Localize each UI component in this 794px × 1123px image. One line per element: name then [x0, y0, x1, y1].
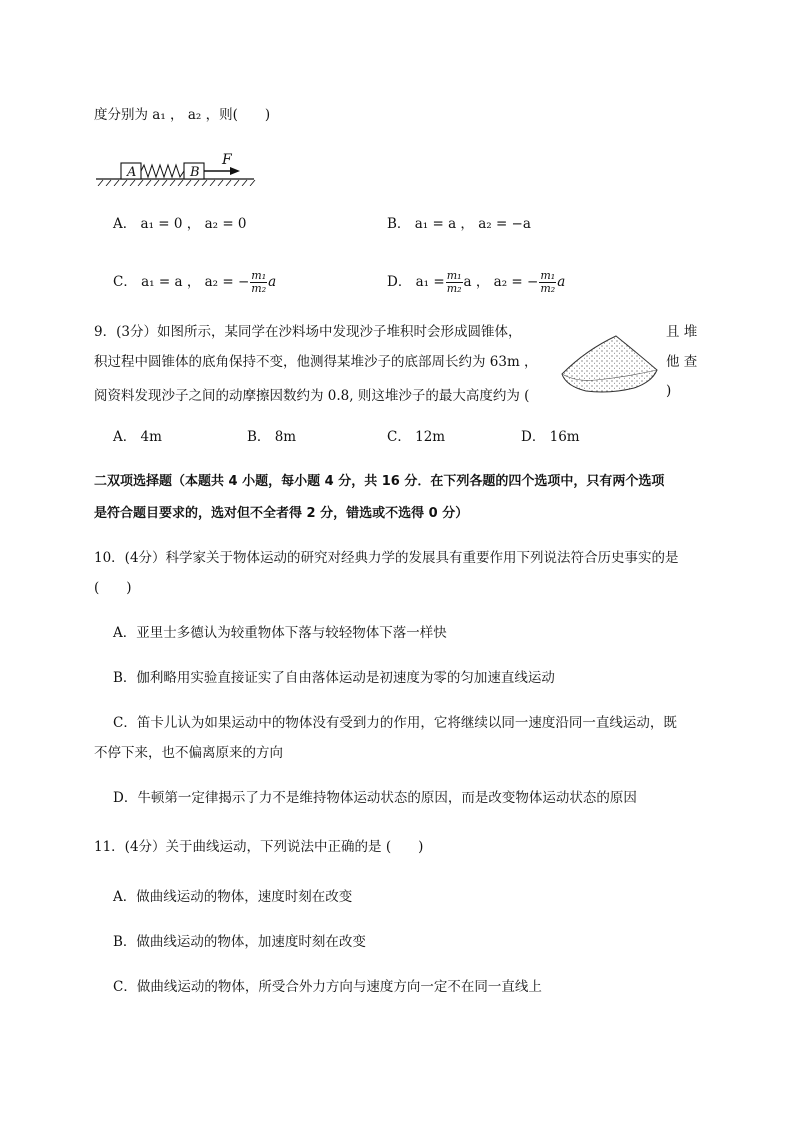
q10-option-c[interactable]: C．笛卡儿认为如果运动中的物体没有受到力的作用，它将继续以同一速度沿同一直线运动，既	[113, 715, 677, 731]
q11-option-c[interactable]: C．做曲线运动的物体，所受合外力方向与速度方向一定不在同一直线上	[113, 979, 542, 995]
q8-option-a[interactable]: A． a₁ = 0 ， a₂ = 0	[113, 216, 247, 232]
section-2-heading-line-2: 是符合题目要求的，选对但不全者得 2 分，错选或不选得 0 分）	[94, 506, 469, 521]
q8-option-d-text: D． a₁ =	[387, 274, 445, 290]
q8-option-b[interactable]: B． a₁ = a ， a₂ = −a	[387, 216, 531, 232]
q10-stem-line-1: 10．(4分）科学家关于物体运动的研究对经典力学的发展具有重要作用下列说法符合历史事实的是	[94, 550, 679, 566]
force-label: F	[222, 152, 232, 168]
q9-stem-line-3-right: )	[666, 383, 672, 399]
q11-stem: 11．(4分）关于曲线运动，下列说法中正确的是 ( )	[94, 839, 424, 855]
q8-spring-figure	[94, 152, 258, 186]
q8-option-d-fraction-2: $\frac{\text{m₁}}{\text{m₂}}$	[540, 269, 556, 295]
q9-option-c[interactable]: C． 12m	[387, 429, 446, 445]
q9-stem-line-1-right: 且 堆	[666, 324, 698, 340]
q8-option-d-mid: a ， a₂ = −	[463, 274, 539, 290]
sand-cone-image	[556, 330, 662, 396]
q8-option-d-suffix: a	[557, 274, 566, 290]
q10-option-d[interactable]: D．牛顿第一定律揭示了力不是维持物体运动状态的原因，而是改变物体运动状态的原因	[113, 790, 637, 806]
q8-option-c[interactable]	[113, 262, 276, 302]
q10-option-c-continued: 不停下来，也不偏离原来的方向	[94, 745, 283, 761]
q10-option-b[interactable]: B．伽利略用实验直接证实了自由落体运动是初速度为零的匀加速直线运动	[113, 670, 555, 686]
q9-stem-line-2: 积过程中圆锥体的底角保持不变，他测得某堆沙子的底部周长约为 63m ，	[94, 354, 538, 370]
q9-stem-line-2-right: 他 查	[666, 354, 698, 370]
q10-option-a[interactable]: A．亚里士多德认为较重物体下落与较轻物体下落一样快	[113, 625, 447, 641]
q8-option-d[interactable]	[387, 262, 565, 302]
q8-stem-tail: 度分别为 a₁ ， a₂ ，则( )	[94, 107, 271, 123]
block-b-label: B	[190, 165, 200, 180]
q9-stem-line-1: 9．(3分）如图所示，某同学在沙料场中发现沙子堆积时会形成圆锥体，	[94, 324, 522, 340]
q9-option-a[interactable]: A． 4m	[113, 429, 162, 445]
q9-option-d[interactable]: D． 16m	[521, 429, 580, 445]
q8-option-c-text: C． a₁ = a ， a₂ = −	[113, 274, 250, 290]
block-a-label: A	[127, 165, 137, 180]
q8-option-d-fraction-1: $\frac{\text{m₁}}{\text{m₂}}$	[446, 269, 462, 295]
q9-stem-line-3: 阅资料发现沙子之间的动摩擦因数约为 0.8, 则这堆沙子的最大高度约为 (	[94, 388, 530, 404]
q11-option-a[interactable]: A．做曲线运动的物体，速度时刻在改变	[113, 889, 353, 905]
q11-option-b[interactable]: B．做曲线运动的物体，加速度时刻在改变	[113, 934, 366, 950]
section-2-heading-line-1: 二双项选择题（本题共 4 小题，每小题 4 分，共 16 分．在下列各题的四个选项中，只有两个选项	[94, 474, 665, 489]
q8-option-c-suffix: a	[268, 274, 277, 290]
q9-option-b[interactable]: B． 8m	[247, 429, 297, 445]
q8-option-c-fraction: $\frac{\text{m₁}}{\text{m₂}}$	[251, 269, 267, 295]
q10-stem-line-2: ( )	[94, 580, 132, 596]
